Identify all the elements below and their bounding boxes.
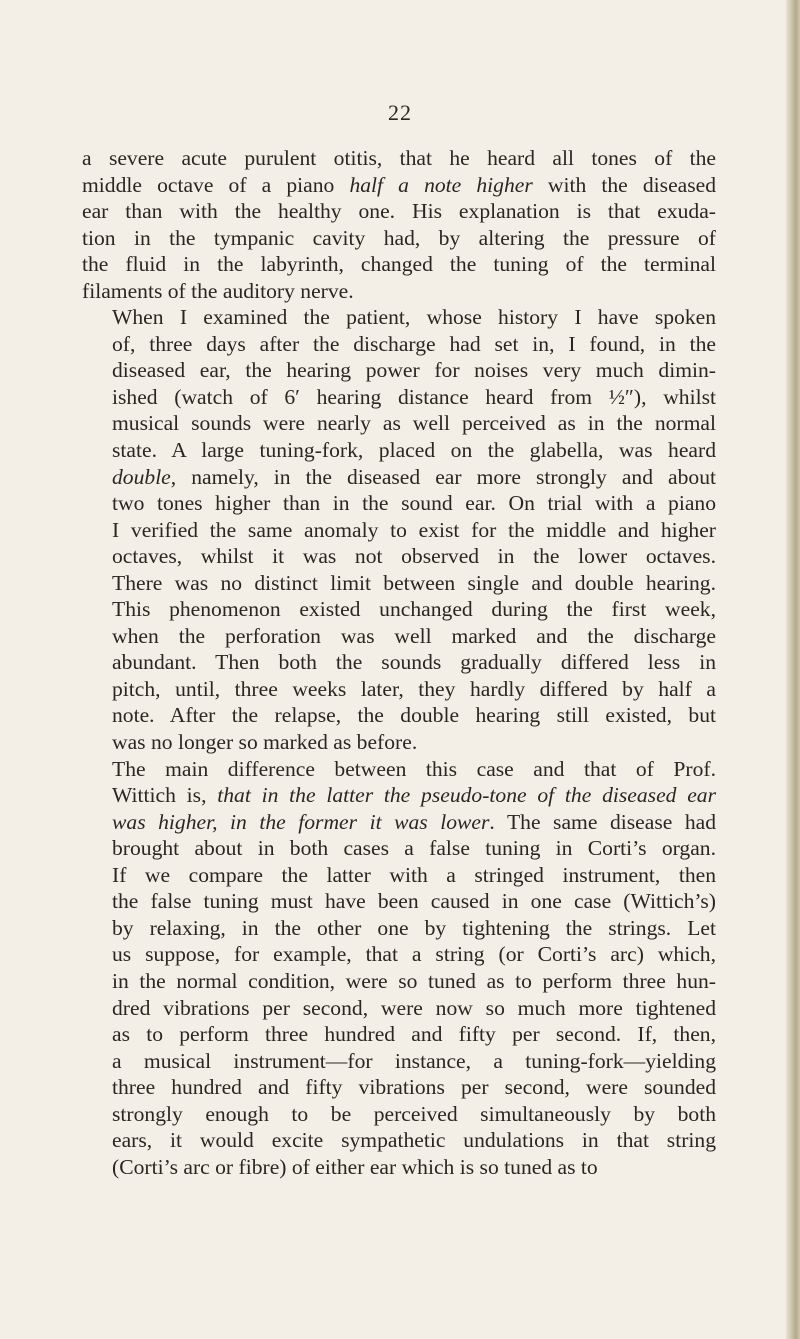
text-line — [82, 1101, 716, 1128]
text-run: octaves, whilst it was not observed in the lower octaves. — [112, 544, 716, 569]
paragraph — [82, 304, 716, 755]
text-run: ished (watch of 6′ hearing distance heard from ½″), whilst — [112, 384, 716, 409]
text-line — [82, 702, 716, 729]
text-run: This phenomenon existed unchanged during the first week, — [112, 597, 716, 622]
text-run: in the normal condition, were so tuned as to perform three hun- — [112, 968, 716, 993]
text-run: the false tuning must have been caused in one case (Wittich’s) — [112, 889, 716, 914]
text-run: pitch, until, three weeks later, they hardly differed by half a — [112, 676, 716, 701]
text-run: ear than with the healthy one. His explanation is that exuda- — [82, 199, 716, 224]
text-line — [82, 251, 716, 278]
text-run: (Corti’s arc or fibre) of either ear which is so tuned as to — [112, 1154, 598, 1179]
text-line — [82, 304, 716, 331]
italic-run: double — [112, 464, 171, 489]
text-run: musical sounds were nearly as well perceived as in the normal — [112, 411, 716, 436]
text-run: diseased ear, the hearing power for noises very much dimin- — [112, 358, 716, 383]
text-line — [82, 198, 716, 225]
text-run: when the perforation was well marked and the discharge — [112, 623, 716, 648]
text-run: . The same disease had — [489, 809, 717, 834]
text-line — [82, 888, 716, 915]
text-line — [82, 490, 716, 517]
text-run: abundant. Then both the sounds gradually differed less in — [112, 650, 716, 675]
text-line — [82, 543, 716, 570]
text-line — [82, 357, 716, 384]
text-line — [82, 172, 716, 199]
text-run: The main difference between this case and that of Prof. — [112, 756, 716, 781]
text-run: a musical instrument—for instance, a tuning-fork—yielding — [112, 1048, 716, 1073]
paragraph — [82, 756, 716, 1181]
text-line — [82, 1048, 716, 1075]
text-line — [82, 278, 716, 305]
italic-run: that in the latter the pseudo-tone of the diseased ear — [217, 783, 717, 808]
text-line — [82, 384, 716, 411]
text-run: three hundred and fifty vibrations per second, were sounded — [112, 1075, 716, 1100]
text-line — [82, 145, 716, 172]
italic-run: was higher, in the former it was lower — [112, 809, 490, 834]
text-line — [82, 331, 716, 358]
text-line — [82, 862, 716, 889]
paragraph — [82, 145, 716, 304]
text-line — [82, 968, 716, 995]
italic-run: half a note higher — [349, 172, 533, 197]
text-line — [82, 464, 716, 491]
text-line — [82, 517, 716, 544]
page-edge — [786, 0, 800, 1339]
text-run: as to perform three hundred and fifty per second. If, then, — [112, 1022, 716, 1047]
text-line — [82, 570, 716, 597]
text-line — [82, 941, 716, 968]
text-line — [82, 623, 716, 650]
text-run: If we compare the latter with a stringed instrument, then — [112, 862, 716, 887]
text-run: a severe acute purulent otitis, that he heard all tones of the — [82, 146, 716, 170]
text-line — [82, 676, 716, 703]
page-number: 22 — [388, 100, 412, 125]
text-run: There was no distinct limit between single and double hearing. — [112, 570, 716, 595]
text-run: strongly enough to be perceived simultaneously by both — [112, 1101, 716, 1126]
body-text — [82, 145, 716, 1180]
text-run: Wittich is, — [112, 783, 218, 808]
text-run: us suppose, for example, that a string (or Corti’s arc) which, — [112, 942, 716, 967]
text-line — [82, 995, 716, 1022]
text-line — [82, 596, 716, 623]
text-line — [82, 729, 716, 756]
text-line — [82, 1021, 716, 1048]
text-run: dred vibrations per second, were now so much more tightened — [112, 995, 716, 1020]
text-line — [82, 1074, 716, 1101]
text-line — [82, 1154, 716, 1181]
text-line — [82, 782, 716, 809]
text-run: tion in the tympanic cavity had, by altering the pressure of — [82, 225, 716, 250]
text-run: by relaxing, in the other one by tightening the strings. Let — [112, 915, 716, 940]
text-run: ears, it would excite sympathetic undulations in that string — [112, 1128, 716, 1153]
text-run: filaments of the auditory nerve. — [82, 278, 354, 303]
text-line — [82, 225, 716, 252]
text-line — [82, 1127, 716, 1154]
text-run: with the diseased — [532, 172, 717, 197]
text-run: was no longer so marked as before. — [112, 730, 418, 755]
text-run: , namely, in the diseased ear more strongly and about — [170, 464, 716, 489]
text-line — [82, 915, 716, 942]
text-run: note. After the relapse, the double hearing still existed, but — [112, 703, 716, 728]
text-run: the fluid in the labyrinth, changed the tuning of the terminal — [82, 252, 716, 277]
text-line — [82, 649, 716, 676]
text-line — [82, 835, 716, 862]
text-line — [82, 410, 716, 437]
text-line — [82, 437, 716, 464]
text-line — [82, 809, 716, 836]
text-run: I verified the same anomaly to exist for the middle and higher — [112, 517, 716, 542]
text-run: state. A large tuning-fork, placed on the glabella, was heard — [112, 438, 716, 463]
text-run: middle octave of a piano — [82, 172, 350, 197]
text-run: of, three days after the discharge had set in, I found, in the — [112, 331, 716, 356]
text-run: brought about in both cases a false tuning in Corti’s organ. — [112, 836, 716, 861]
text-run: two tones higher than in the sound ear. On trial with a piano — [112, 491, 716, 516]
text-run: When I examined the patient, whose history I have spoken — [112, 305, 716, 330]
text-line — [82, 756, 716, 783]
